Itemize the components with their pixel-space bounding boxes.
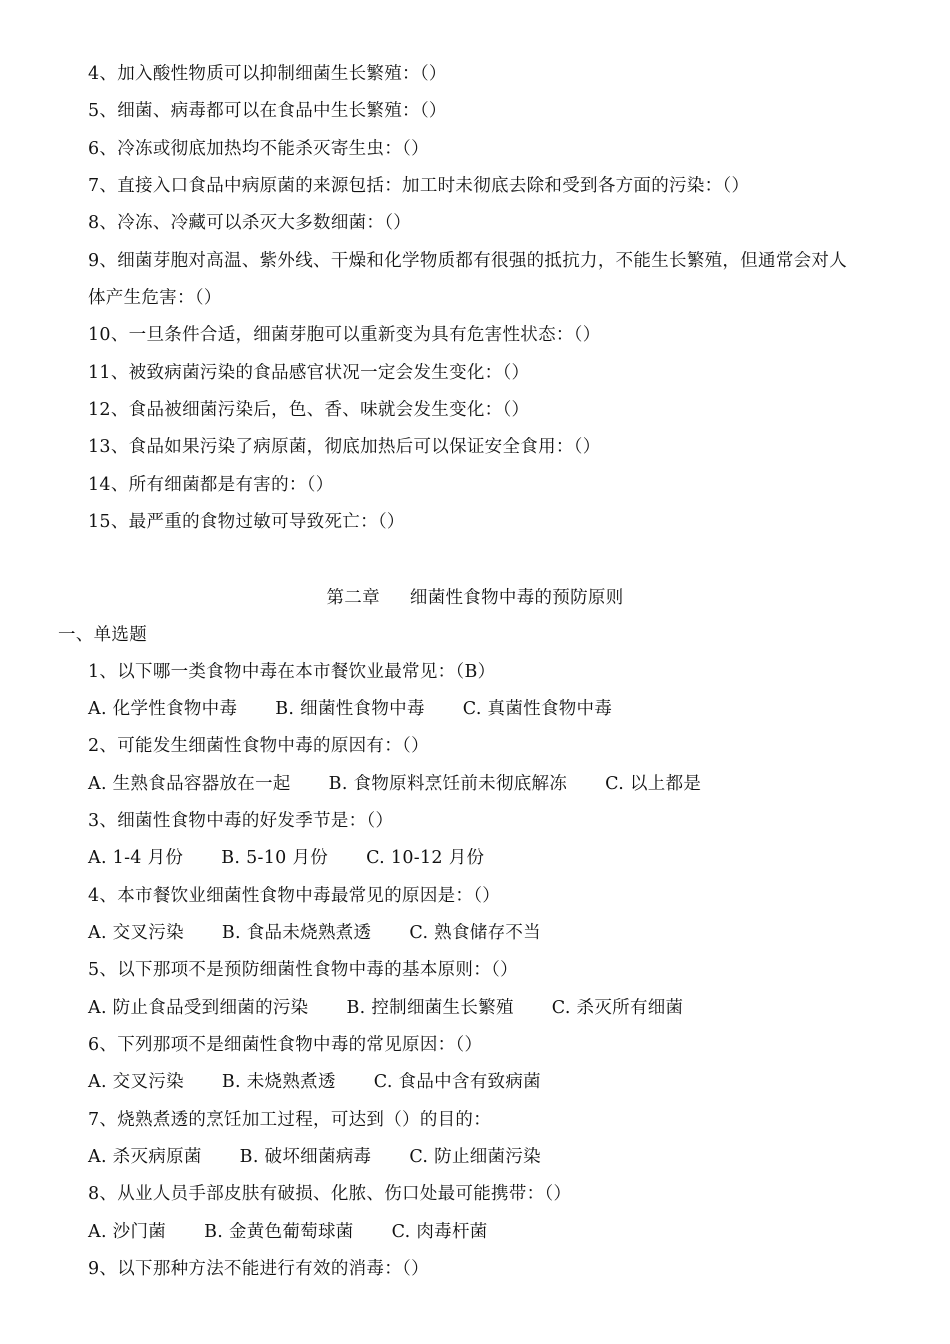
judgement-item-10: 10、一旦条件合适，细菌芽胞可以重新变为具有危害性状态：（） <box>88 325 601 345</box>
judgement-item-7: 7、直接入口食品中病原菌的来源包括：加工时未彻底去除和受到各方面的污染：（） <box>88 176 750 196</box>
option-b: B. 破坏细菌病毒 <box>239 1147 372 1167</box>
question-stem-3: 3、细菌性食物中毒的好发季节是：（） <box>88 811 394 831</box>
option-c: C. 肉毒杆菌 <box>391 1222 488 1242</box>
option-c: C. 10-12 月份 <box>366 848 485 868</box>
question-stem-8: 8、从业人员手部皮肤有破损、化脓、伤口处最可能携带：（） <box>88 1184 572 1204</box>
judgement-item-13: 13、食品如果污染了病原菌，彻底加热后可以保证安全食用：（） <box>88 437 601 457</box>
option-b: B. 食品未烧熟煮透 <box>221 923 372 943</box>
section-title: 一、单选题 <box>58 625 147 645</box>
option-a: A. 防止食品受到细菌的污染 <box>88 998 309 1018</box>
option-a: A. 交叉污染 <box>88 1072 184 1092</box>
judgement-item-14: 14、所有细菌都是有害的：（） <box>88 475 334 495</box>
option-c: C. 食品中含有致病菌 <box>373 1072 541 1092</box>
option-a: A. 交叉污染 <box>88 923 184 943</box>
judgement-item-9-cont: 体产生危害：（） <box>88 288 222 308</box>
option-b: B. 细菌性食物中毒 <box>275 699 425 719</box>
judgement-item-12: 12、食品被细菌污染后，色、香、味就会发生变化：（） <box>88 400 530 420</box>
chapter-number: 第二章 <box>326 588 380 608</box>
option-c: C. 熟食储存不当 <box>409 923 541 943</box>
judgement-item-5: 5、细菌、病毒都可以在食品中生长繁殖：（） <box>88 101 447 121</box>
option-b: B. 未烧熟煮透 <box>221 1072 336 1092</box>
question-stem-4: 4、本市餐饮业细菌性食物中毒最常见的原因是：（） <box>88 886 501 906</box>
option-b: B. 5-10 月份 <box>221 848 329 868</box>
question-options-4 <box>88 921 541 945</box>
option-c: C. 杀灭所有细菌 <box>551 998 684 1018</box>
judgement-item-11: 11、被致病菌污染的食品感官状况一定会发生变化：（） <box>88 363 530 383</box>
judgement-item-15: 15、最严重的食物过敏可导致死亡：（） <box>88 512 405 532</box>
question-stem-9: 9、以下那种方法不能进行有效的消毒：（） <box>88 1259 429 1279</box>
chapter-title: 细菌性食物中毒的预防原则 <box>409 588 624 608</box>
question-stem-6: 6、下列那项不是细菌性食物中毒的常见原因：（） <box>88 1035 483 1055</box>
question-options-1 <box>88 697 612 721</box>
question-options-2 <box>88 772 701 796</box>
judgement-item-8: 8、冷冻、冷藏可以杀灭大多数细菌：（） <box>88 213 412 233</box>
question-stem-7: 7、烧熟煮透的烹饪加工过程，可达到（）的目的： <box>88 1110 492 1130</box>
judgement-item-4: 4、加入酸性物质可以抑制细菌生长繁殖：（） <box>88 64 447 84</box>
option-c: C. 防止细菌污染 <box>409 1147 541 1167</box>
judgement-item-6: 6、冷冻或彻底加热均不能杀灭寄生虫：（） <box>88 139 429 159</box>
question-options-8 <box>88 1220 488 1244</box>
option-c: C. 以上都是 <box>605 774 702 794</box>
chapter-heading <box>0 586 950 610</box>
question-stem-5: 5、以下那项不是预防细菌性食物中毒的基本原则：（） <box>88 960 518 980</box>
option-b: B. 控制细菌生长繁殖 <box>346 998 514 1018</box>
option-b: B. 金黄色葡萄球菌 <box>204 1222 354 1242</box>
option-b: B. 食物原料烹饪前未彻底解冻 <box>328 774 568 794</box>
judgement-item-9: 9、细菌芽胞对高温、紫外线、干燥和化学物质都有很强的抵抗力，不能生长繁殖，但通常会对人 <box>88 251 848 271</box>
question-stem-2: 2、可能发生细菌性食物中毒的原因有：（） <box>88 736 429 756</box>
option-a: A. 化学性食物中毒 <box>88 699 238 719</box>
option-a: A. 生熟食品容器放在一起 <box>88 774 291 794</box>
question-options-6 <box>88 1070 541 1094</box>
question-stem-1: 1、以下哪一类食物中毒在本市餐饮业最常见：（B） <box>88 662 496 682</box>
question-options-7 <box>88 1145 541 1169</box>
option-c: C. 真菌性食物中毒 <box>462 699 613 719</box>
option-a: A. 沙门菌 <box>88 1222 167 1242</box>
option-a: A. 1-4 月份 <box>88 848 184 868</box>
question-options-3 <box>88 846 484 870</box>
option-a: A. 杀灭病原菌 <box>88 1147 202 1167</box>
question-options-5 <box>88 996 683 1020</box>
